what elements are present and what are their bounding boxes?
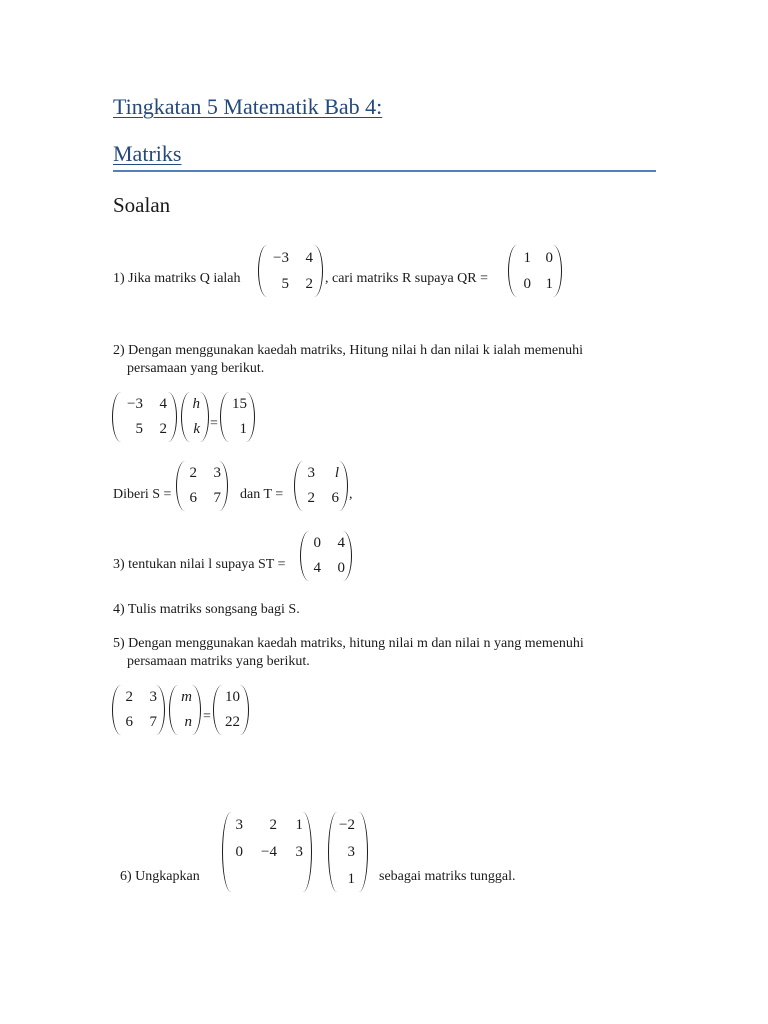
- matrix-cell: −2: [339, 817, 355, 833]
- matrix-cell: 0: [235, 844, 243, 860]
- matrix-identity-cell: 1: [545, 275, 553, 292]
- matrix-t-cell: 6: [331, 490, 339, 506]
- matrix-t-cell: 2: [307, 490, 315, 506]
- matrix-st-cell: 0: [313, 535, 321, 551]
- matrix-identity-cell: 0: [523, 275, 531, 292]
- q1-middle: , cari matriks R supaya QR =: [325, 271, 489, 286]
- matrix-q-cell: 5: [281, 275, 289, 292]
- matrix-s-cell: 7: [213, 490, 221, 506]
- matrix-q5-x: [169, 685, 201, 735]
- matrix-cell: n: [184, 714, 192, 730]
- document-title: Tingkatan 5 Matematik Bab 4:: [113, 94, 383, 119]
- document-subtitle: Matriks: [113, 141, 182, 166]
- matrix-cell: 22: [225, 714, 240, 730]
- q2-equals: =: [210, 416, 218, 431]
- matrix-cell: 1: [347, 871, 355, 887]
- matrix-st-cell: 4: [337, 535, 345, 551]
- matrix-q2-a: [112, 392, 177, 442]
- q6-suffix: sebagai matriks tunggal.: [379, 869, 516, 884]
- matrix-cell: 2: [269, 817, 277, 833]
- matrix-t: [294, 461, 348, 511]
- given-t-label: dan T =: [240, 487, 284, 502]
- matrix-cell: 4: [159, 396, 167, 412]
- matrix-cell: k: [193, 421, 200, 437]
- matrix-cell: 1: [295, 817, 303, 833]
- matrix-q5-b: [213, 685, 249, 735]
- matrix-q2-x: [181, 392, 209, 442]
- matrix-q2-b: [220, 392, 255, 442]
- matrix-t-cell: 3: [307, 465, 315, 481]
- matrix-st-cell: 4: [313, 560, 321, 576]
- matrix-identity-cell: 1: [523, 249, 531, 266]
- matrix-st: [300, 531, 352, 581]
- matrix-q-cell: 4: [305, 249, 313, 266]
- q5-line1: 5) Dengan menggunakan kaedah matriks, hitung nilai m dan nilai n yang memenuhi: [113, 636, 584, 651]
- q5-equals: =: [203, 709, 211, 724]
- matrix-t-cell: l: [334, 465, 339, 481]
- matrix-cell: 3: [295, 844, 303, 860]
- matrix-s-cell: 6: [189, 490, 197, 506]
- q2-line2: persamaan yang berikut.: [127, 361, 265, 376]
- matrix-cell: h: [192, 396, 200, 412]
- section-heading: Soalan: [113, 193, 171, 217]
- matrix-cell: m: [181, 689, 192, 705]
- given-s-label: Diberi S =: [113, 487, 172, 502]
- q3-text: 3) tentukan nilai l supaya ST =: [113, 557, 286, 572]
- title-divider: [113, 170, 656, 172]
- matrix-cell: 2: [159, 421, 167, 437]
- matrix-s-cell: 3: [213, 465, 221, 481]
- matrix-q-cell: −3: [273, 249, 289, 266]
- matrix-st-cell: 0: [337, 560, 345, 576]
- matrix-q: [258, 245, 323, 297]
- matrix-cell: 3: [149, 689, 157, 705]
- matrix-cell: −4: [261, 844, 277, 860]
- q5-line2: persamaan matriks yang berikut.: [127, 654, 310, 669]
- matrix-q-cell: 2: [305, 275, 313, 292]
- matrix-identity: [508, 245, 562, 297]
- matrix-s: [176, 461, 228, 511]
- matrix-cell: 7: [149, 714, 157, 730]
- matrix-cell: 3: [235, 817, 243, 833]
- matrix-cell: 1: [239, 421, 247, 437]
- q6-prefix: 6) Ungkapkan: [120, 869, 200, 884]
- matrix-q5-a: [112, 685, 165, 735]
- matrix-cell: 15: [232, 396, 247, 412]
- q1-prefix: 1) Jika matriks Q ialah: [113, 271, 241, 286]
- matrix-q6-b: [328, 812, 368, 892]
- matrix-cell: 6: [125, 714, 133, 730]
- matrix-cell: 10: [225, 689, 240, 705]
- matrix-q6-a: [222, 812, 312, 892]
- matrix-cell: 3: [347, 844, 355, 860]
- matrix-s-cell: 2: [189, 465, 197, 481]
- q2-line1: 2) Dengan menggunakan kaedah matriks, Hitung nilai h dan nilai k ialah memenuhi: [113, 343, 584, 358]
- q4-text: 4) Tulis matriks songsang bagi S.: [113, 602, 300, 617]
- given-suffix: ,: [349, 487, 353, 502]
- matrix-identity-cell: 0: [545, 249, 553, 266]
- matrix-cell: 2: [125, 689, 133, 705]
- matrix-cell: 5: [135, 421, 143, 437]
- matrix-cell: −3: [127, 396, 143, 412]
